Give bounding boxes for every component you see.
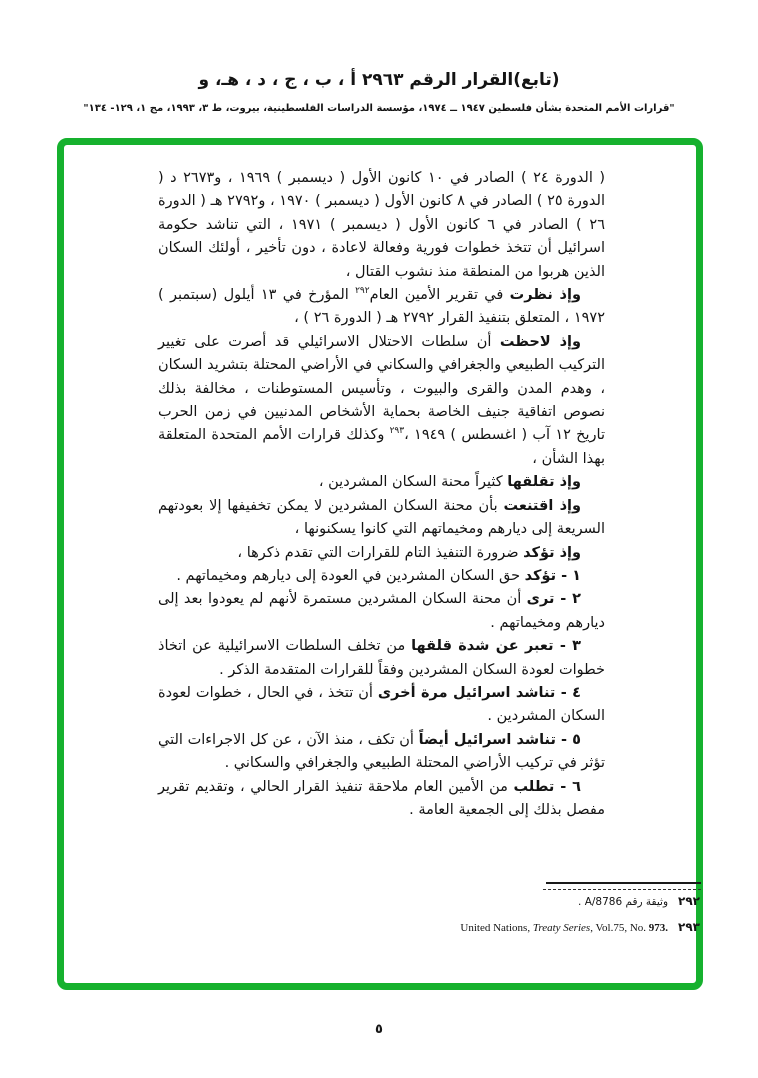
operative-clause-2: ٢ - ترى أن محنة السكان المشردين مستمرة لأنهم لم يعودوا بعد إلى ديارهم ومخيماتهم . <box>158 591 605 631</box>
preamble-lead: وإذ نظرت <box>509 287 581 304</box>
paragraph-continuation: ( الدورة ٢٤ ) الصادر في ١٠ كانون الأول ( ديسمبر ) ١٩٦٩ ، و٢٦٧٣ د ( الدورة ٢٥ ) الصادر في ٨ كانون الأول ( ديسمبر ) ١٩٧٠ ، و٢٧٩٢ هـ ( الدورة ٢٦ ) الصادر في ٦ كانون الأول ( ديسمبر ) ١٩٧١ ، التي تناشد حكومة اسرائيل أن تتخذ خطوات فورية وفعالة لاعادة ، دون تأخير ، أولئك السكان الذين هربوا من المنطقة منذ نشوب القتال ، <box>158 170 605 280</box>
page-header <box>0 70 758 114</box>
clause-lead: تناشد اسرائيل أيضاً <box>418 731 556 748</box>
footnote-292: ٢٩٢وثيقة رقم A/8786 . <box>578 894 700 908</box>
preamble-paragraph: وإذ نظرت في تقرير الأمين العام$^{٢٩٢}$ المؤرخ في ١٣ أيلول (سبتمبر ) ١٩٧٢ ، المتعلق بتنفيذ القرار ٢٧٩٢ هـ ( الدورة ٢٦ ) ، <box>158 286 605 327</box>
operative-clause-3: ٣ - تعبر عن شدة قلقها من تخلف السلطات الاسرائيلية عن اتخاذ خطوات لعودة السكان المشردين وفقاً للقرارات المتقدمة الذكر . <box>158 638 605 678</box>
clause-lead: تؤكد <box>524 567 557 584</box>
clause-number: ١ - <box>556 567 581 584</box>
preamble-lead: وإذ اقتنعت <box>503 497 581 514</box>
footnote-separator-rule <box>546 882 701 884</box>
footnote-number: ٢٩٢ <box>678 894 700 908</box>
resolution-text-body <box>158 167 605 822</box>
footnote-ref-293: ٢٩٣ <box>389 426 405 437</box>
preamble-paragraph: وإذ لاحظت أن سلطات الاحتلال الاسرائيلي قد أصرت على تغيير التركيب الطبيعي والجغرافي والسكاني في الأراضي المحتلة بتشريد السكان ، وهدم المدن والقرى والبيوت ، وتأسيس المستوطنات ، مخالفة بذلك نصوص اتفاقية جنيف الخاصة بحماية الأشخاص المدنيين في زمن الحرب تاريخ ١٢ آب ( اغسطس ) ١٩٤٩ ،$^{٢٩٣}$ وكذلك قرارات الأمم المتحدة المتعلقة بهذا الشأن ، <box>158 333 605 467</box>
document-symbol: A/8786 <box>584 896 623 908</box>
footnotes <box>370 893 700 945</box>
clause-lead: تعبر عن شدة قلقها <box>411 638 554 655</box>
preamble-paragraph: وإذ تقلقها كثيراً محنة السكان المشردين ، <box>318 474 581 491</box>
treaty-series-citation: United Nations, Treaty Series, Vol.75, No. 973. <box>460 922 669 934</box>
clause-number: ٦ - <box>554 778 581 795</box>
operative-clause-4: ٤ - تناشد اسرائيل مرة أخرى أن تتخذ ، في الحال ، خطوات لعودة السكان المشردين . <box>158 684 605 725</box>
operative-clause-1: ١ - تؤكد حق السكان المشردين في العودة إلى ديارهم ومخيماتهم . <box>176 567 581 584</box>
footnote-293 <box>370 919 700 936</box>
preamble-lead: وإذ لاحظت <box>499 333 581 350</box>
clause-lead: تناشد اسرائيل مرة أخرى <box>377 684 556 701</box>
source-citation-line: "قرارات الأمم المتحدة بشأن فلسطين ١٩٤٧ ــ ١٩٧٤، مؤسسة الدراسات الفلسطينية، بيروت، ط ٣، ١٩٩٣، مج ١، ١٢٩- ١٣٤" <box>83 103 675 114</box>
preamble-lead: وإذ تقلقها <box>507 474 581 491</box>
footnote-separator-rule-dotted <box>543 889 701 890</box>
operative-clause-6: ٦ - تطلب من الأمين العام ملاحقة تنفيذ القرار الحالي ، وتقديم تقرير مفصل بذلك إلى الجمعية العامة . <box>158 778 605 818</box>
preamble-paragraph: وإذ تؤكد ضرورة التنفيذ التام للقرارات التي تقدم ذكرها ، <box>237 544 581 561</box>
preamble-paragraph: وإذ اقتنعت بأن محنة السكان المشردين لا يمكن تخفيفها إلا بعودتهم السريعة إلى ديارهم ومخيماتهم التي كانوا يسكنونها ، <box>158 497 605 538</box>
clause-number: ٤ - <box>555 684 581 701</box>
clause-number: ٢ - <box>554 591 581 608</box>
clause-number: ٣ - <box>553 638 581 655</box>
footnote-number: ٢٩٣ <box>678 920 700 934</box>
clause-lead: تطلب <box>513 778 555 795</box>
page-number: ٥ <box>375 1022 383 1037</box>
preamble-lead: وإذ تؤكد <box>523 544 581 561</box>
clause-number: ٥ - <box>555 731 581 748</box>
document-title: (تابع)القرار الرقم ٢٩٦٣ أ ، ب ، ج ، د ، هـ، و <box>198 70 560 90</box>
operative-clause-5: ٥ - تناشد اسرائيل أيضاً أن تكف ، منذ الآن ، عن كل الاجراءات التي تؤثر في تركيب الأراضي المحتلة الطبيعي والجغرافي والسكاني . <box>158 731 605 772</box>
footnote-ref-292: ٢٩٢ <box>355 286 370 297</box>
clause-lead: ترى <box>526 591 555 608</box>
